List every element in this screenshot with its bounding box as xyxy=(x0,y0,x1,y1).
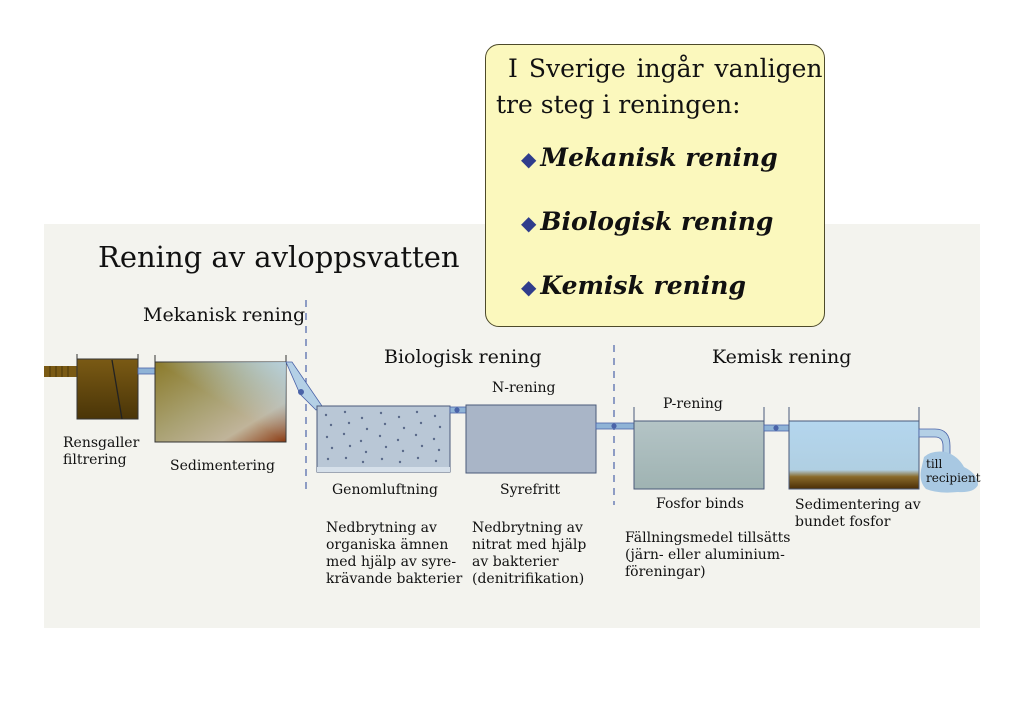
section-biologisk: Biologisk rening xyxy=(384,346,542,368)
label-rensgaller: Rensgaller filtrering xyxy=(63,435,140,468)
label-till-recipient: till recipient xyxy=(926,457,981,485)
page-title: Rening av avloppsvatten xyxy=(98,240,460,274)
desc-aerob: Nedbrytning av organiska ämnen med hjälp av syre- krävande bakterier xyxy=(326,520,463,587)
pipe-2 xyxy=(286,362,322,410)
diamond-icon: ◆ xyxy=(521,275,537,299)
bullet-mekanisk: ◆ Mekanisk rening xyxy=(521,143,778,172)
rensgaller-tank xyxy=(77,359,138,419)
diamond-icon: ◆ xyxy=(521,211,537,235)
label-fosfor-binds: Fosfor binds xyxy=(656,496,744,512)
label-sedimentering-fosfor: Sedimentering av bundet fosfor xyxy=(795,497,921,530)
section-kemisk: Kemisk rening xyxy=(712,346,852,368)
bullet-kemisk: ◆ Kemisk rening xyxy=(521,271,746,300)
syrefritt-tank xyxy=(466,405,596,473)
label-n-rening: N-rening xyxy=(492,380,556,396)
info-box xyxy=(485,44,825,327)
bullet-biologisk: ◆ Biologisk rening xyxy=(521,207,774,236)
diamond-icon: ◆ xyxy=(521,147,537,171)
pipe-1 xyxy=(138,368,155,374)
sedimentering-fosfor-tank xyxy=(789,421,919,489)
section-mekanisk: Mekanisk rening xyxy=(143,304,306,326)
label-sedimentering: Sedimentering xyxy=(170,458,275,474)
label-p-rening: P-rening xyxy=(663,396,723,412)
desc-fallning: Fällningsmedel tillsätts (järn- eller aluminium- föreningar) xyxy=(625,530,791,580)
info-line-2: tre steg i reningen: xyxy=(496,90,741,119)
label-syrefritt: Syrefritt xyxy=(500,482,561,498)
desc-denitrifikation: Nedbrytning av nitrat med hjälp av bakterier (denitrifikation) xyxy=(472,520,587,587)
genomluftning-tank xyxy=(317,406,450,472)
info-line-1: I Sverige ingår vanligen xyxy=(508,54,823,83)
inlet-pipe xyxy=(44,366,78,377)
p-rening-tank xyxy=(634,421,764,489)
label-genomluftning: Genomluftning xyxy=(332,482,438,498)
